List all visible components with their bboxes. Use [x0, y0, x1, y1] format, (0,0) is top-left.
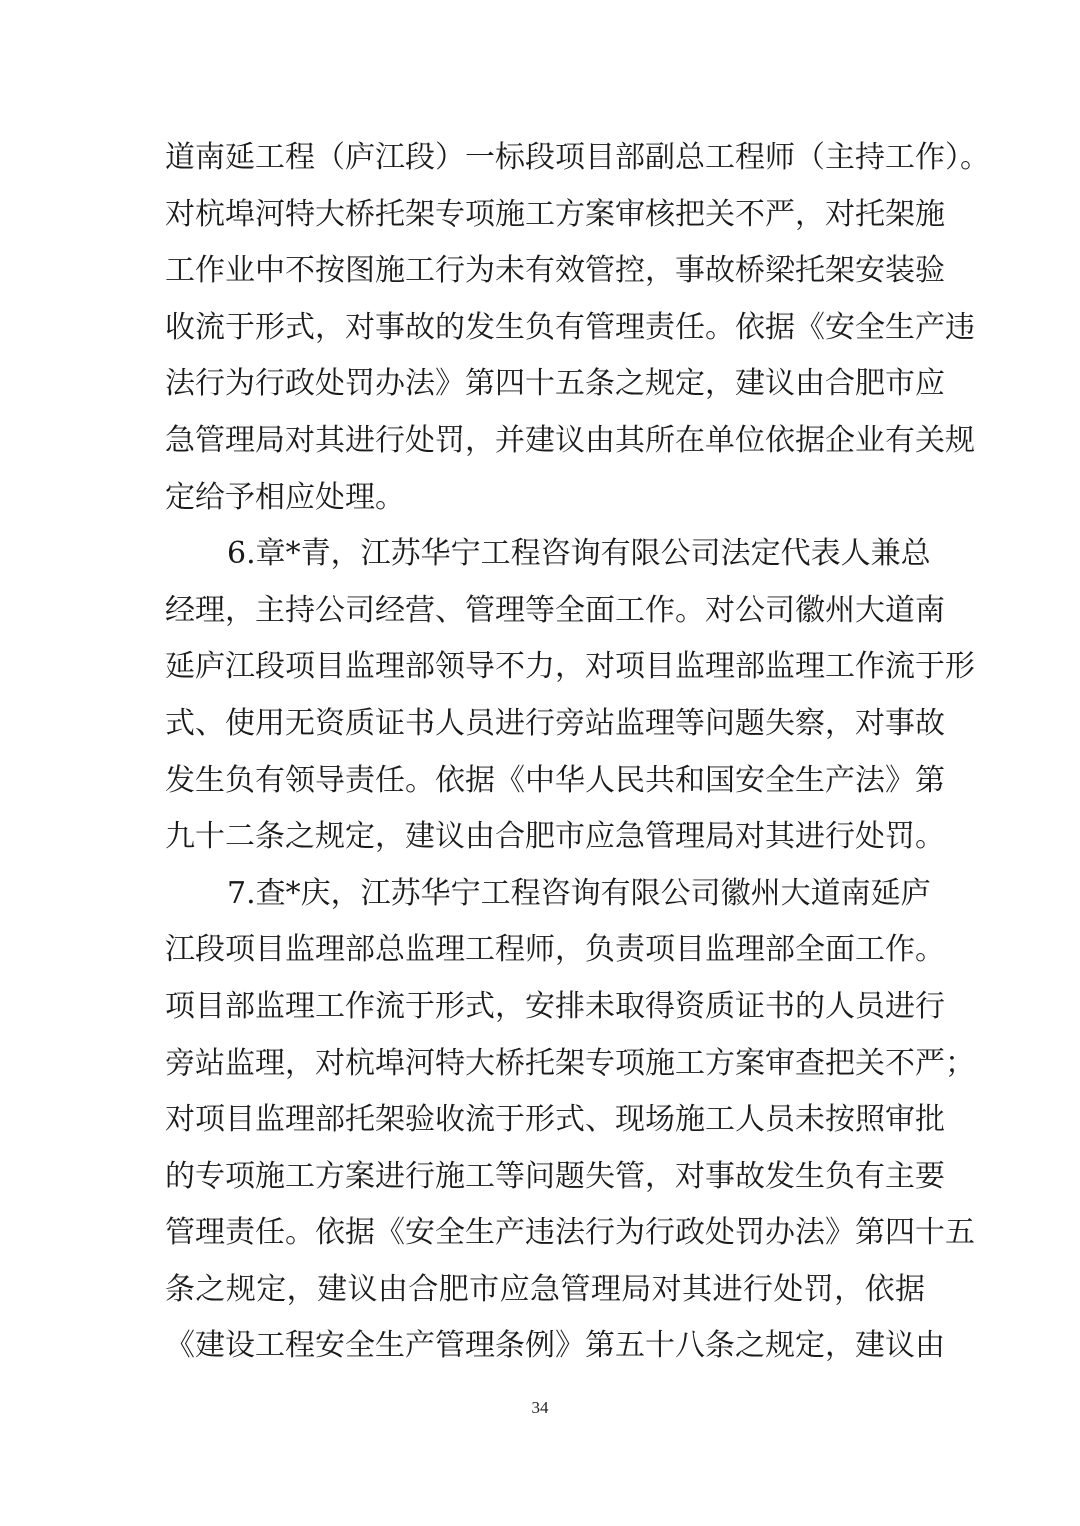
text-line: 的专项施工方案进行施工等问题失管，对事故发生负有主要 — [165, 1158, 945, 1194]
text-line: 对杭埠河特大桥托架专项施工方案审核把关不严，对托架施 — [165, 196, 945, 232]
paragraph-item-6 — [165, 526, 975, 866]
text-line: 对项目监理部托架验收流于形式、现场施工人员未按照审批 — [165, 1102, 945, 1138]
text-line: 旁站监理，对杭埠河特大桥托架专项施工方案审查把关不严； — [165, 1045, 975, 1081]
text-line: 7.查*庆，江苏华宁工程咨询有限公司徽州大道南延庐 — [227, 875, 931, 911]
text-line: 发生负有领导责任。依据《中华人民共和国安全生产法》第 — [165, 762, 945, 798]
text-line: 6.章*青，江苏华宁工程咨询有限公司法定代表人兼总 — [227, 536, 931, 572]
text-line: 九十二条之规定，建议由合肥市应急管理局对其进行处罚。 — [165, 819, 945, 855]
body-text — [165, 130, 990, 1375]
paragraph-continuation — [165, 130, 990, 526]
page-number: 34 — [531, 1398, 549, 1417]
text-line: 道南延工程（庐江段）一标段项目部副总工程师（主持工作）。 — [165, 140, 990, 175]
text-line: 经理，主持公司经营、管理等全面工作。对公司徽州大道南 — [165, 592, 945, 628]
text-line: 项目部监理工作流于形式，安排未取得资质证书的人员进行 — [165, 988, 945, 1024]
text-line: 条之规定，建议由合肥市应急管理局对其进行处罚，依据 — [165, 1271, 925, 1307]
text-line: 工作业中不按图施工行为未有效管控，事故桥梁托架安装验 — [165, 253, 945, 289]
text-line: 急管理局对其进行处罚，并建议由其所在单位依据企业有关规 — [165, 422, 975, 458]
text-line: 江段项目监理部总监理工程师，负责项目监理部全面工作。 — [165, 932, 945, 968]
text-line: 《建设工程安全生产管理条例》第五十八条之规定，建议由 — [165, 1328, 945, 1364]
text-line: 法行为行政处罚办法》第四十五条之规定，建议由合肥市应 — [165, 366, 945, 402]
paragraph-item-7 — [165, 866, 975, 1375]
text-line: 管理责任。依据《安全生产违法行为行政处罚办法》第四十五 — [165, 1215, 975, 1251]
text-line: 定给予相应处理。 — [165, 479, 405, 515]
text-line: 式、使用无资质证书人员进行旁站监理等问题失察，对事故 — [165, 705, 945, 741]
text-line: 收流于形式，对事故的发生负有管理责任。依据《安全生产违 — [165, 309, 975, 345]
text-line: 延庐江段项目监理部领导不力，对项目监理部监理工作流于形 — [165, 649, 975, 685]
